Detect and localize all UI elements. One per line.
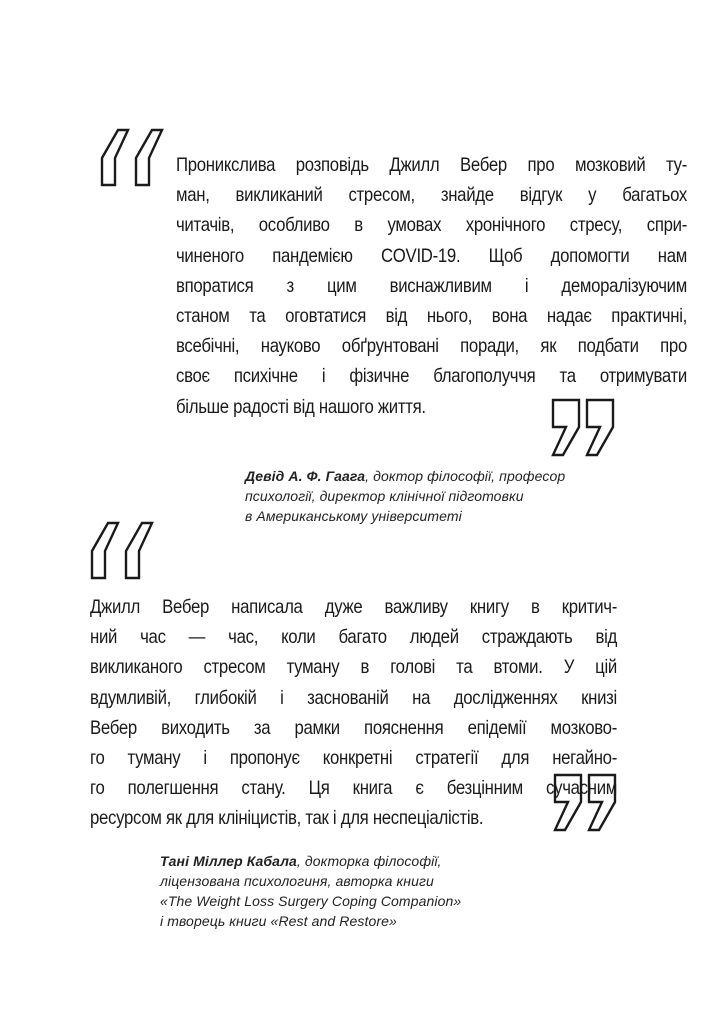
attribution-line [160, 851, 461, 871]
attribution-line: і творець книги «Rest and Restore» [160, 913, 397, 929]
quote-2-attribution [160, 851, 461, 931]
quote-line: більше радості від нашого життя. [176, 395, 426, 418]
author-credential: , докторка філософії, [296, 853, 442, 869]
quote-line: Вебер виходить за рамки пояснення епідемії мозково- [90, 716, 617, 739]
quote-line: Проникслива розповідь Джилл Вебер про мозковий ту- [176, 154, 687, 176]
quote-line: читачів, особливо в умовах хронічного стресу, спри- [176, 214, 687, 237]
author-credential: , доктор філософії, професор [365, 468, 566, 484]
quote-line: впоратися з цим виснажливим і деморалізуючим [176, 274, 687, 297]
quote-line: станом та оговтатися від нього, вона надає практичні, [176, 305, 687, 328]
opening-quote-mark-icon [90, 521, 156, 581]
quote-line: Джилл Вебер написала дуже важливу книгу в критич- [90, 596, 617, 618]
quote-line: го полегшення стану. Ця книга є безцінним сучасним [90, 777, 617, 800]
author-name: Девід А. Ф. Гаага [245, 468, 366, 484]
closing-quote-mark-icon [551, 397, 617, 457]
author-name: Тані Міллер Кабала [160, 853, 297, 869]
quote-line: вдумливій, глибокій і заснованій на дослідженнях книзі [90, 686, 617, 709]
quote-line: всебічні, науково обґрунтовані поради, як подбати про [176, 335, 687, 358]
quote-1-text [176, 150, 687, 422]
opening-quote-mark-icon [100, 128, 166, 188]
quote-line: викликаного стресом туману в голові та втоми. У цій [90, 656, 617, 679]
attribution-line: психології, директор клінічної підготовки [245, 488, 524, 504]
attribution-line: ліцензована психологиня, авторка книги [160, 873, 434, 889]
attribution-line [245, 466, 565, 486]
quote-line: ман, викликаний стресом, знайде відгук у багатьох [176, 184, 687, 207]
quote-line: ресурсом як для клініцистів, так і для неспеціалістів. [90, 807, 484, 830]
attribution-line: «The Weight Loss Surgery Coping Companion» [160, 893, 462, 909]
quote-2-text [90, 592, 617, 834]
quote-line: ний час — час, коли багато людей страждають від [90, 626, 617, 649]
quote-line: чиненого пандемією COVID-19. Щоб допомогти нам [176, 244, 687, 267]
quote-1-attribution [245, 466, 565, 526]
quote-line: го туману і пропонує конкретні стратегії для негайно- [90, 747, 617, 770]
attribution-line: в Американському університеті [245, 508, 462, 524]
quote-line: своє психічне і фізичне благополуччя та отримувати [176, 365, 687, 388]
closing-quote-mark-icon [553, 772, 619, 832]
